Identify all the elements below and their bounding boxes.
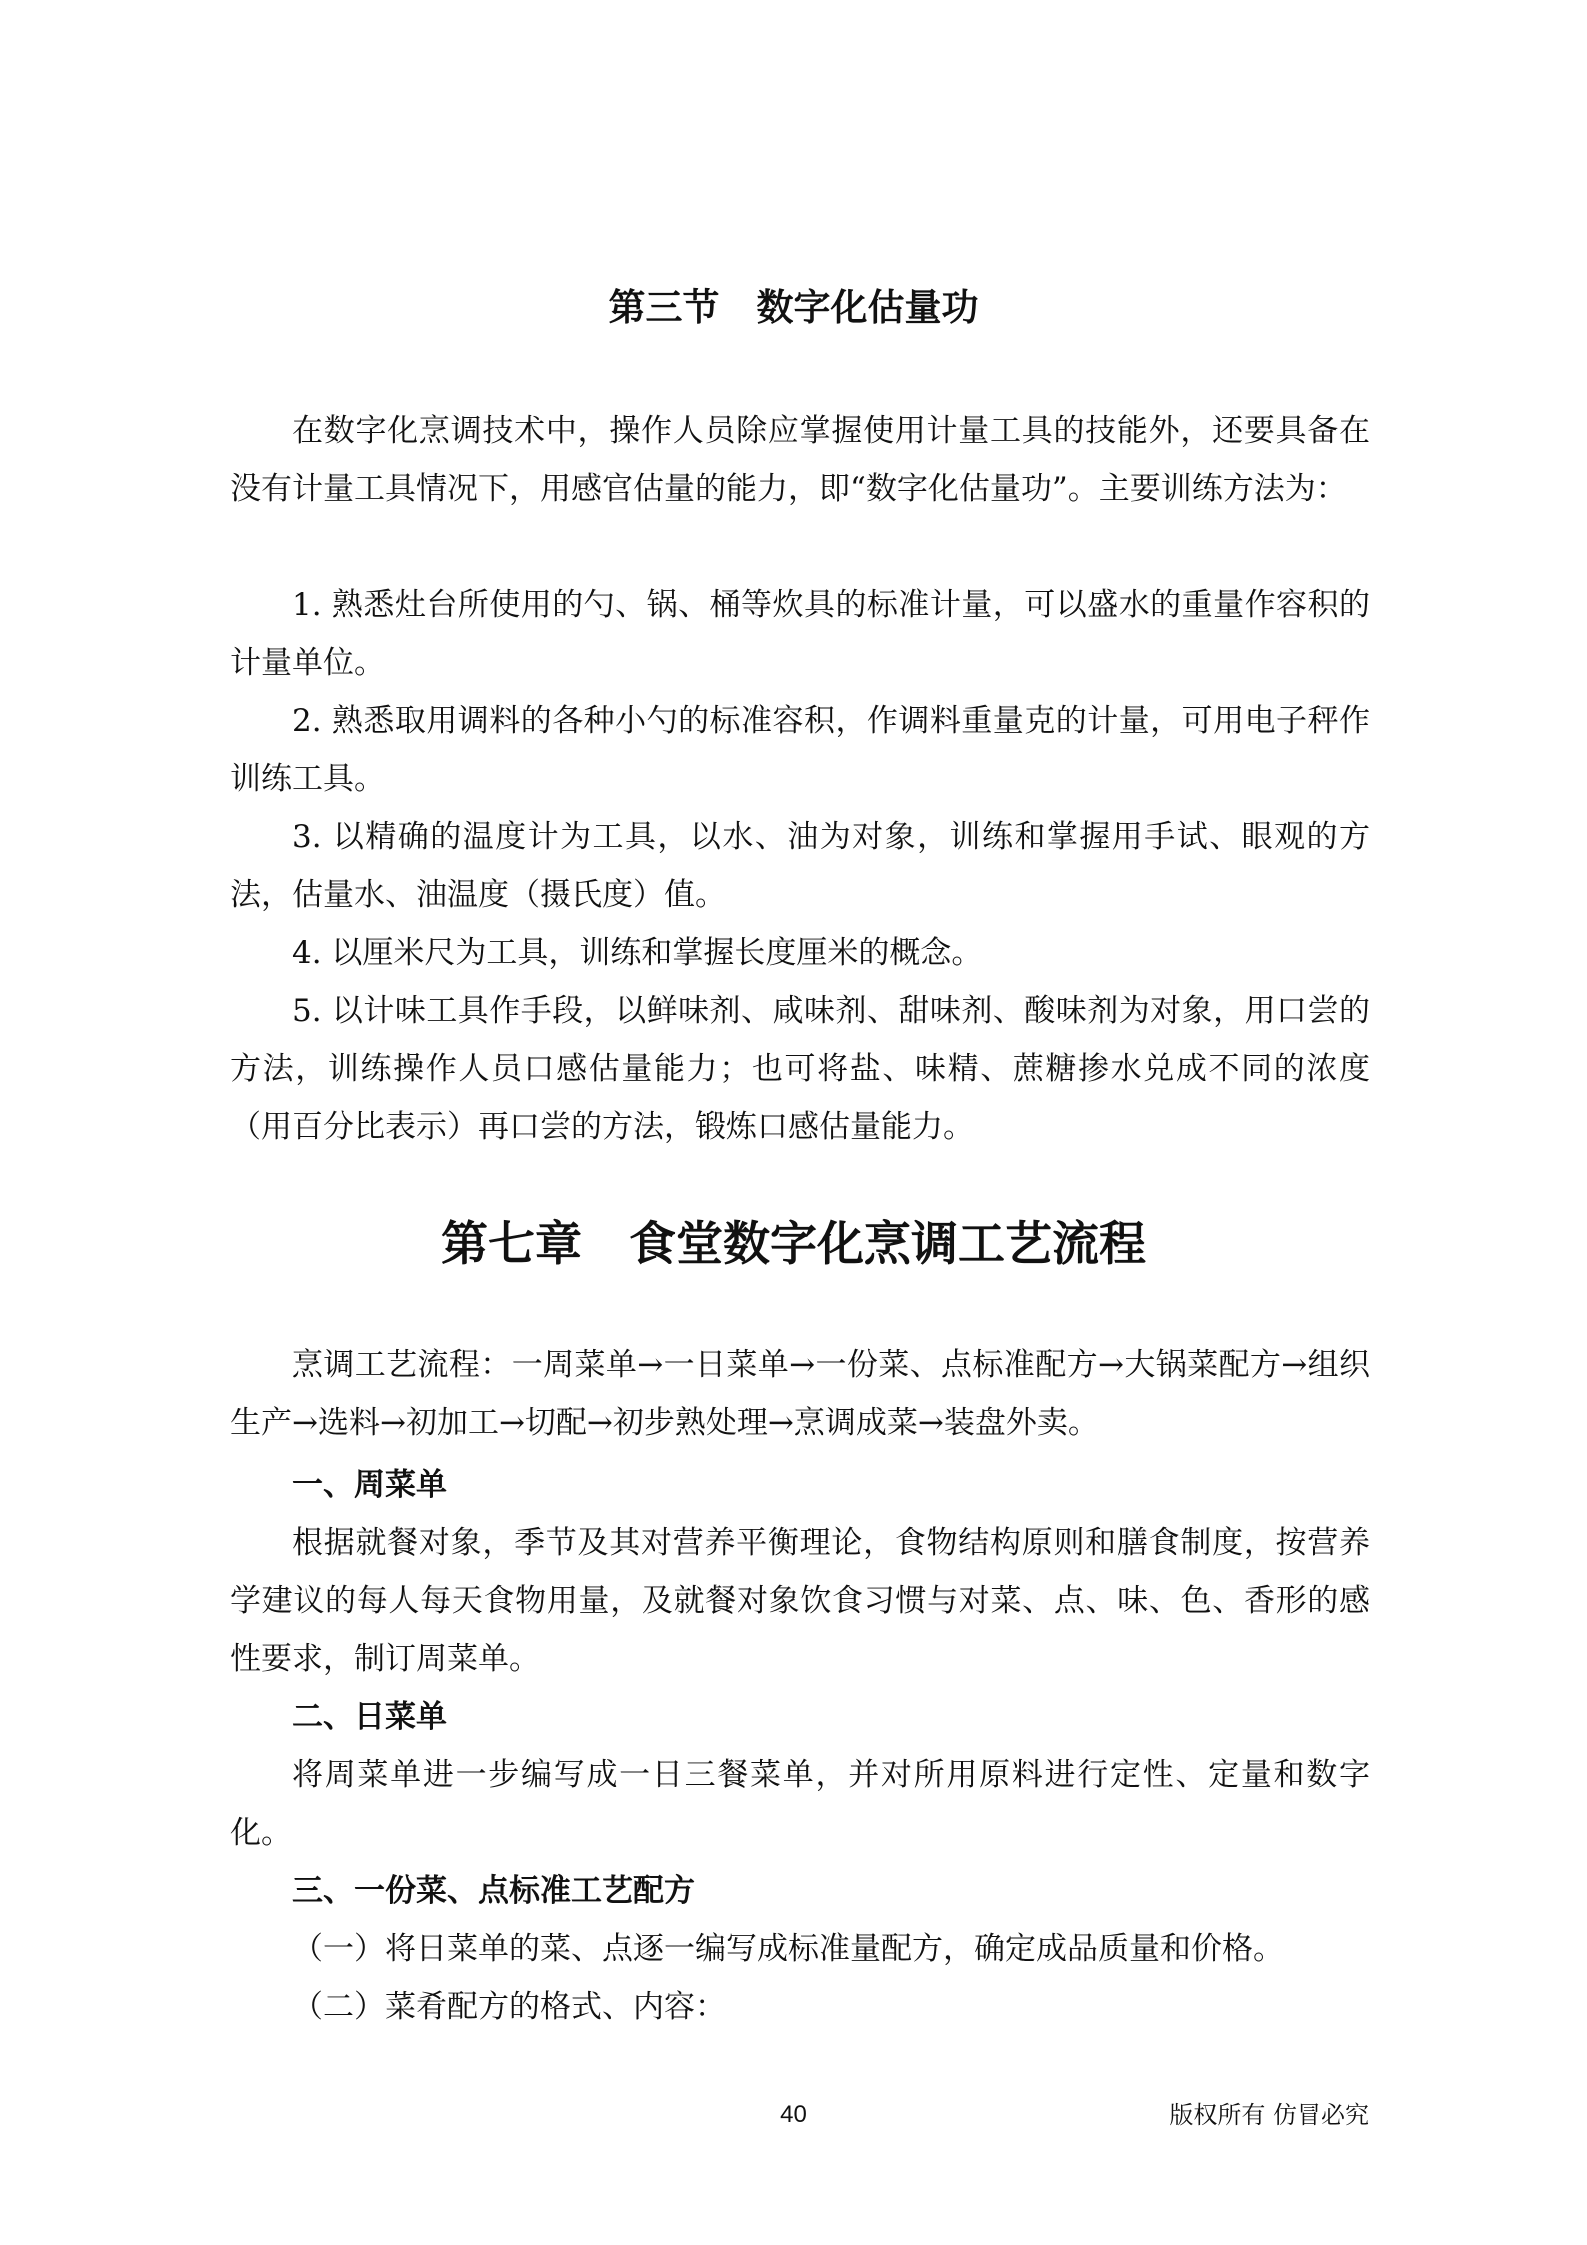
- copyright-notice: 版权所有 仿冒必究: [1169, 2101, 1369, 2129]
- day-menu-text: 将周菜单进一步编写成一日三餐菜单，并对所用原料进行定性、定量和数字化。: [230, 1757, 1370, 1851]
- page-number: 40: [780, 2101, 807, 2128]
- list-item: 4. 以厘米尺为工具，训练和掌握长度厘米的概念。: [292, 935, 983, 971]
- list-item: 3. 以精确的温度计为工具，以水、油为对象，训练和掌握用手试、眼观的方法，估量水、油温度（摄氏度）值。: [230, 819, 1370, 913]
- list-item: 2. 熟悉取用调料的各种小勺的标准容积，作调料重量克的计量，可用电子秤作训练工具。: [230, 703, 1370, 797]
- recipe-heading: 三、一份菜、点标准工艺配方: [292, 1873, 695, 1909]
- section-intro: 在数字化烹调技术中，操作人员除应掌握使用计量工具的技能外，还要具备在没有计量工具情况下，用感官估量的能力，即“数字化估量功”。主要训练方法为：: [230, 413, 1370, 507]
- recipe-item-2: （二）菜肴配方的格式、内容：: [292, 1989, 726, 2025]
- week-menu-heading: 一、周菜单: [292, 1467, 447, 1503]
- list-item: 1. 熟悉灶台所使用的勺、锅、桶等炊具的标准计量，可以盛水的重量作容积的计量单位。: [230, 587, 1370, 681]
- recipe-item-1: （一）将日菜单的菜、点逐一编写成标准量配方，确定成品质量和价格。: [292, 1931, 1284, 1967]
- process-flow: 烹调工艺流程：一周菜单→一日菜单→一份菜、点标准配方→大锅菜配方→组织生产→选料→初加工→切配→初步熟处理→烹调成菜→装盘外卖。: [230, 1347, 1370, 1441]
- day-menu-heading: 二、日菜单: [292, 1699, 447, 1735]
- section-title: 第三节 数字化估量功: [608, 285, 979, 329]
- week-menu-text: 根据就餐对象，季节及其对营养平衡理论，食物结构原则和膳食制度，按营养学建议的每人每天食物用量，及就餐对象饮食习惯与对菜、点、味、色、香形的感性要求，制订周菜单。: [230, 1525, 1370, 1677]
- list-item: 5. 以计味工具作手段，以鲜味剂、咸味剂、甜味剂、酸味剂为对象，用口尝的方法，训练操作人员口感估量能力；也可将盐、味精、蔗糖掺水兑成不同的浓度（用百分比表示）再口尝的方法，锻炼口感估量能力。: [230, 993, 1370, 1145]
- chapter-title: 第七章 食堂数字化烹调工艺流程: [441, 1217, 1146, 1272]
